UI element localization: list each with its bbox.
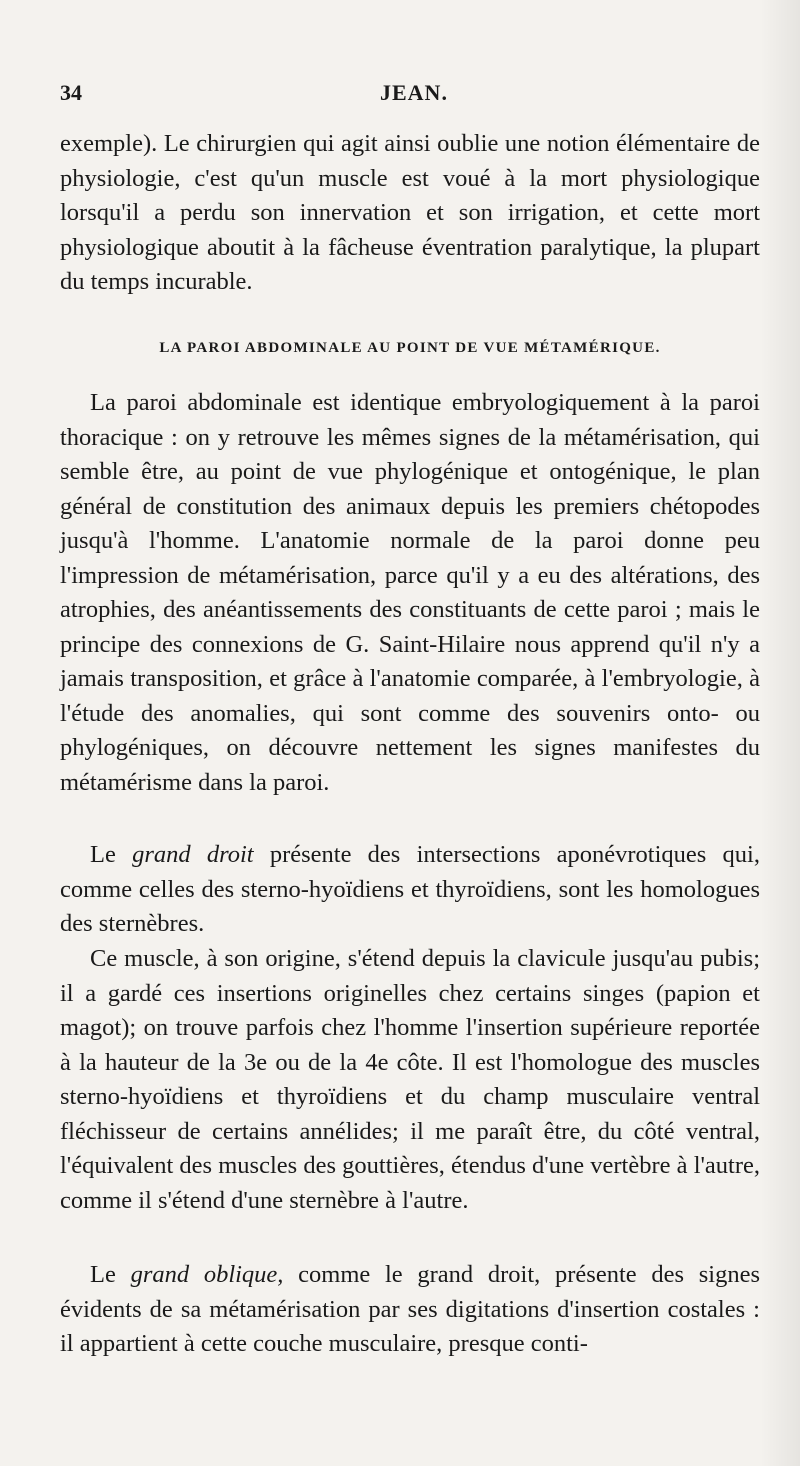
paragraph-lead: Le	[90, 841, 133, 868]
paragraph-grand-droit	[60, 838, 760, 942]
page-header	[60, 80, 760, 114]
section-heading: LA PAROI ABDOMINALE AU POINT DE VUE MÉTAMÉRIQUE.	[159, 340, 661, 356]
paragraph-grand-oblique	[60, 1258, 760, 1362]
term-grand-oblique: grand oblique,	[130, 1261, 284, 1288]
term-grand-droit: grand droit	[132, 841, 254, 868]
paragraph-text: exemple). Le chirurgien qui agit ainsi oublie une notion élémentaire de physiologie, c'est qu'un muscle est voué à la mort physiologique lorsqu'il a perdu son innervation et son irrigation, et cette mort physiologique aboutit à la fâcheuse éventration paralytique, la plupart du temps incurable.	[60, 130, 760, 295]
paragraph-metamerisation	[60, 386, 760, 800]
page-edge-shadow	[760, 0, 800, 1466]
page-number: 34	[60, 80, 82, 105]
running-head: JEAN.	[380, 80, 448, 105]
paragraph-continuation	[60, 127, 760, 300]
paragraph-text: La paroi abdominale est identique embryologiquement à la paroi thoracique : on y retrouve les mêmes signes de la métamérisation, qui semble être, au point de vue phylogénique et ontogénique, le plan général de constitution des animaux depuis les premiers chétopodes jusqu'à l'homme. L'anatomie normale de la paroi donne peu l'impression de métamérisation, parce qu'il y a eu des altérations, des atrophies, des anéantissements des constituants de cette paroi ; mais le principe des connexions de G. Saint-Hilaire nous apprend qu'il n'y a jamais transposition, et grâce à l'anatomie comparée, à l'embryologie, à l'étude des anomalies, qui sont comme des souvenirs onto- ou phylogéniques, on découvre nettement les signes manifestes du métamérisme dans la paroi.	[60, 389, 760, 796]
paragraph-lead: Le	[90, 1261, 131, 1288]
paragraph-text: comme le grand droit, présente des signes évidents de sa métamérisation par ses digitations d'insertion costales : il appartient à cette couche musculaire, presque conti-	[60, 1261, 760, 1357]
paragraph-text: Ce muscle, à son origine, s'étend depuis la clavicule jusqu'au pubis; il a gardé ces insertions originelles chez certains singes (papion et magot); on trouve parfois chez l'homme l'insertion supérieure reportée à la hauteur de la 3e ou de la 4e côte. Il est l'homologue des muscles sterno-hyoïdiens et thyroïdiens et du champ musculaire ventral fléchisseur de certains annélides; il me paraît être, du côté ventral, l'équivalent des muscles des gouttières, étendus d'une vertèbre à l'autre, comme il s'étend d'une sternèbre à l'autre.	[60, 945, 760, 1214]
paragraph-text: présente des intersections aponévrotiques qui, comme celles des sterno-hyoïdiens et thyroïdiens, sont les homologues des sternèbres.	[60, 841, 760, 937]
paragraph-muscle-origin	[60, 942, 760, 1218]
